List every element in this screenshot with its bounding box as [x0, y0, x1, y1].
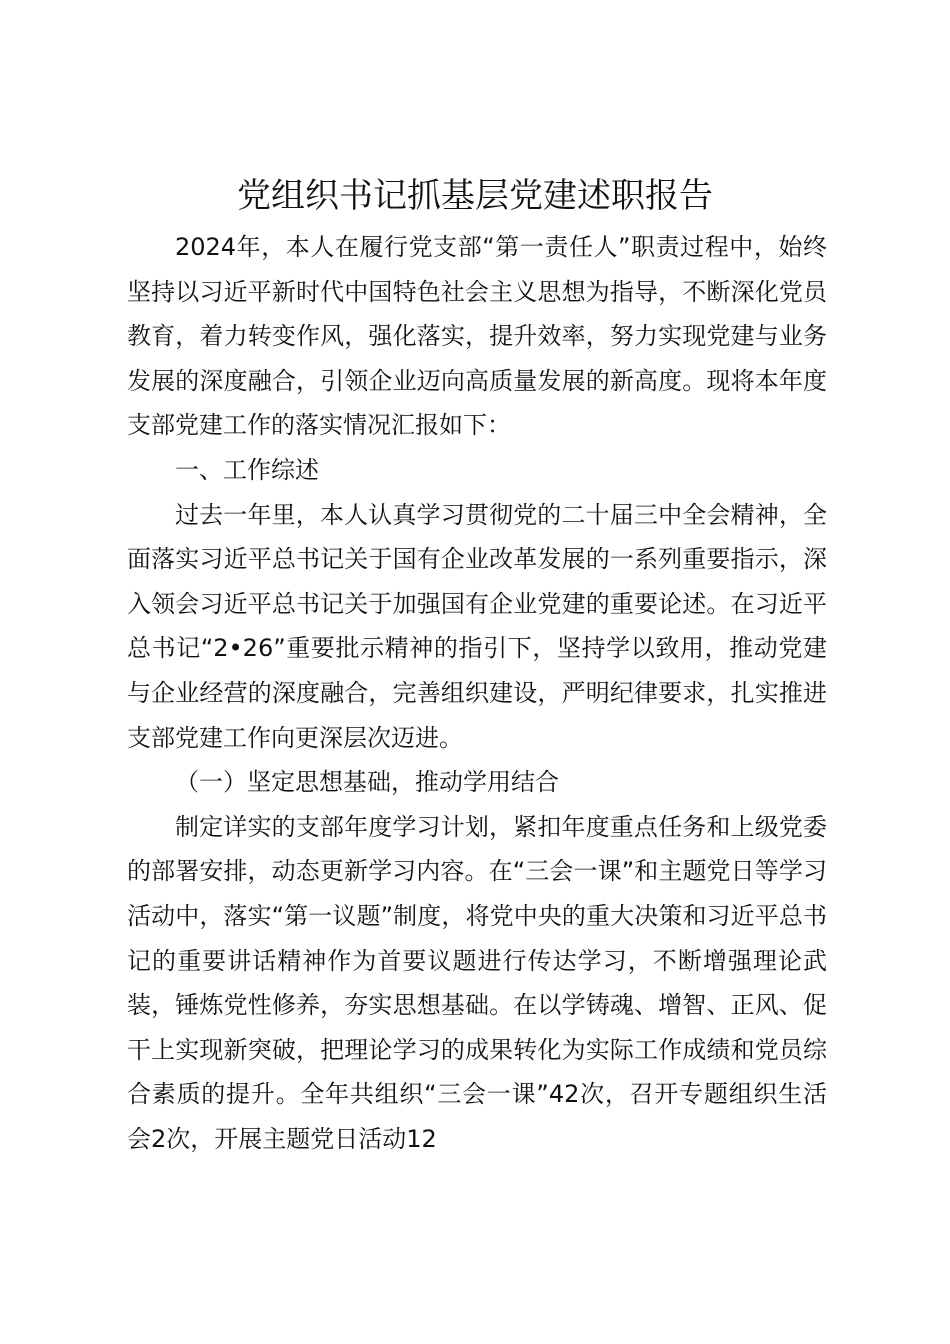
document-body — [127, 225, 827, 1161]
paragraph-overview: 过去一年里，本人认真学习贯彻党的二十届三中全会精神，全面落实习近平总书记关于国有企业改革发展的一系列重要指示，深入领会习近平总书记关于加强国有企业党建的重要论述。在习近平总书记“2•26”重要批示精神的指引下，坚持学以致用，推动党建与企业经营的深度融合，完善组织建设，严明纪律要求，扎实推进支部党建工作向更深层次迈进。 — [127, 500, 827, 752]
paragraph-study-plan: 制定详实的支部年度学习计划，紧扣年度重点任务和上级党委的部署安排，动态更新学习内容。在“三会一课”和主题党日等学习活动中，落实“第一议题”制度，将党中央的重大决策和习近平总书记的重要讲话精神作为首要议题进行传达学习，不断增强理论武装，锤炼党性修养，夯实思想基础。在以学铸魂、增智、正风、促干上实现新突破，把理论学习的成果转化为实际工作成绩和党员综合素质的提升。全年共组织“三会一课”42次，召开专题组织生活会2次，开展主题党日活动12 — [127, 812, 827, 1153]
document-title: 党组织书记抓基层党建述职报告 — [237, 176, 713, 216]
section-heading-overview: 一、工作综述 — [175, 455, 319, 484]
paragraph-intro: 2024年，本人在履行党支部“第一责任人”职责过程中，始终坚持以习近平新时代中国特色社会主义思想为指导，不断深化党员教育，着力转变作风，强化落实，提升效率，努力实现党建与业务发展的深度融合，引领企业迈向高质量发展的新高度。现将本年度支部党建工作的落实情况汇报如下： — [127, 233, 827, 440]
subsection-heading-ideology: （一）坚定思想基础，推动学用结合 — [175, 768, 559, 797]
